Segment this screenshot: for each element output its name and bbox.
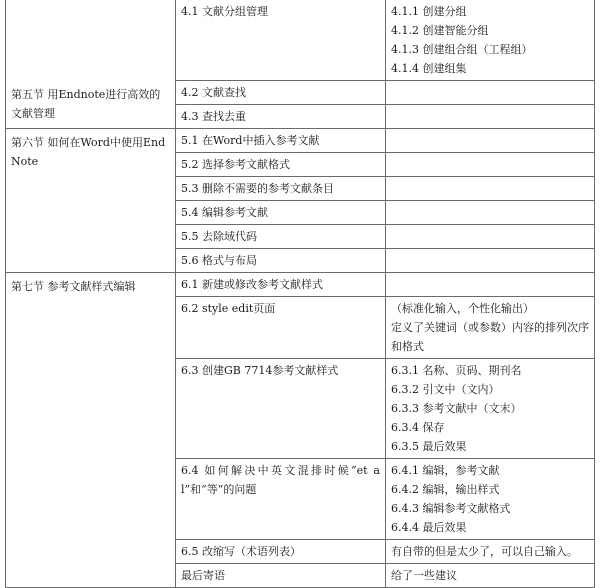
detail-line: [391, 155, 589, 174]
topic-cell: [176, 459, 386, 540]
detail-line: [391, 179, 589, 198]
topic-label: 6.3 创建GB 7714参考文献样式: [181, 364, 339, 377]
section-title: 第六节 如何在Word中使用EndNote: [11, 136, 166, 168]
topic-cell: [176, 129, 386, 153]
detail-line: 有自带的但是太少了，可以自己输入。: [391, 545, 578, 558]
topic-label: 5.5 去除域代码: [181, 230, 257, 243]
detail-cell: [386, 177, 595, 201]
topic-cell: [176, 201, 386, 225]
topic-cell: [176, 564, 386, 588]
topic-cell: [176, 540, 386, 564]
detail-cell: [386, 249, 595, 273]
detail-cell: [386, 564, 595, 588]
topic-label: 5.1 在Word中插入参考文献: [181, 134, 320, 147]
topic-label: 4.3 查找去重: [181, 110, 246, 123]
detail-cell: [386, 359, 595, 459]
topic-cell: [176, 153, 386, 177]
detail-line: 6.3.4 保存: [391, 421, 445, 434]
topic-label: 4.2 文献查找: [181, 86, 246, 99]
topic-label: 最后寄语: [181, 569, 225, 582]
outline-body: [6, 0, 595, 588]
topic-cell: [176, 177, 386, 201]
section-title: 第七节 参考文献样式编辑: [11, 280, 136, 293]
detail-line: [391, 275, 589, 294]
detail-line: 4.1.1 创建分组: [391, 5, 467, 18]
detail-line: [391, 107, 589, 126]
topic-label: 6.1 新建或修改参考文献样式: [181, 278, 323, 291]
detail-line: 6.3.2 引文中（文内）: [391, 383, 500, 396]
topic-label: 5.6 格式与布局: [181, 254, 257, 267]
detail-cell: [386, 273, 595, 297]
topic-cell: [176, 225, 386, 249]
topic-cell: [176, 297, 386, 359]
section-title-cell: [6, 129, 176, 273]
section-title-cell: [6, 273, 176, 588]
outline-row: [6, 0, 595, 81]
detail-cell: [386, 201, 595, 225]
detail-line: 6.3.1 名称、页码、期刊名: [391, 364, 522, 377]
detail-cell: [386, 225, 595, 249]
section-title: 第五节 用Endnote进行高效的文献管理: [11, 88, 161, 120]
detail-line: 4.1.2 创建智能分组: [391, 24, 489, 37]
topic-cell: [176, 359, 386, 459]
topic-label: 5.4 编辑参考文献: [181, 206, 268, 219]
topic-cell: [176, 273, 386, 297]
topic-label: 5.3 删除不需要的参考文献条目: [181, 182, 334, 195]
topic-label: 5.2 选择参考文献格式: [181, 158, 290, 171]
detail-line: 6.3.3 参考文献中（文末）: [391, 402, 522, 415]
detail-line: 6.4.1 编辑，参考文献: [391, 464, 500, 477]
topic-cell: [176, 81, 386, 105]
topic-label: 6.4 如何解决中英文混排时候“et al”和“等”的问题: [181, 464, 380, 496]
detail-cell: [386, 0, 595, 81]
detail-cell: [386, 297, 595, 359]
detail-cell: [386, 105, 595, 129]
detail-line: （标准化输入，个性化输出）: [391, 302, 534, 315]
detail-cell: [386, 540, 595, 564]
topic-label: 6.5 改缩写（术语列表）: [181, 545, 301, 558]
detail-line: 6.4.2 编辑，输出样式: [391, 483, 500, 496]
detail-cell: [386, 153, 595, 177]
detail-line: 6.3.5 最后效果: [391, 440, 467, 453]
detail-cell: [386, 129, 595, 153]
section-title-cell: [6, 0, 176, 129]
detail-line: 定义了关键词（或参数）内容的排列次序和格式: [391, 321, 589, 353]
detail-line: 6.4.4 最后效果: [391, 521, 467, 534]
detail-line: [391, 203, 589, 222]
detail-line: [391, 251, 589, 270]
detail-line: [391, 83, 589, 102]
topic-cell: [176, 105, 386, 129]
detail-line: [391, 227, 589, 246]
topic-cell: [176, 249, 386, 273]
detail-cell: [386, 81, 595, 105]
topic-cell: [176, 0, 386, 81]
outline-row: [6, 273, 595, 297]
course-outline-table: [5, 0, 595, 588]
detail-line: [391, 131, 589, 150]
detail-cell: [386, 459, 595, 540]
topic-label: 6.2 style edit页面: [181, 302, 276, 315]
detail-line: 给了一些建议: [391, 569, 457, 582]
detail-line: 4.1.3 创建组合组（工程组）: [391, 43, 533, 56]
detail-line: 4.1.4 创建组集: [391, 62, 467, 75]
topic-label: 4.1 文献分组管理: [181, 5, 268, 18]
outline-row: [6, 129, 595, 153]
detail-line: 6.4.3 编辑参考文献格式: [391, 502, 511, 515]
